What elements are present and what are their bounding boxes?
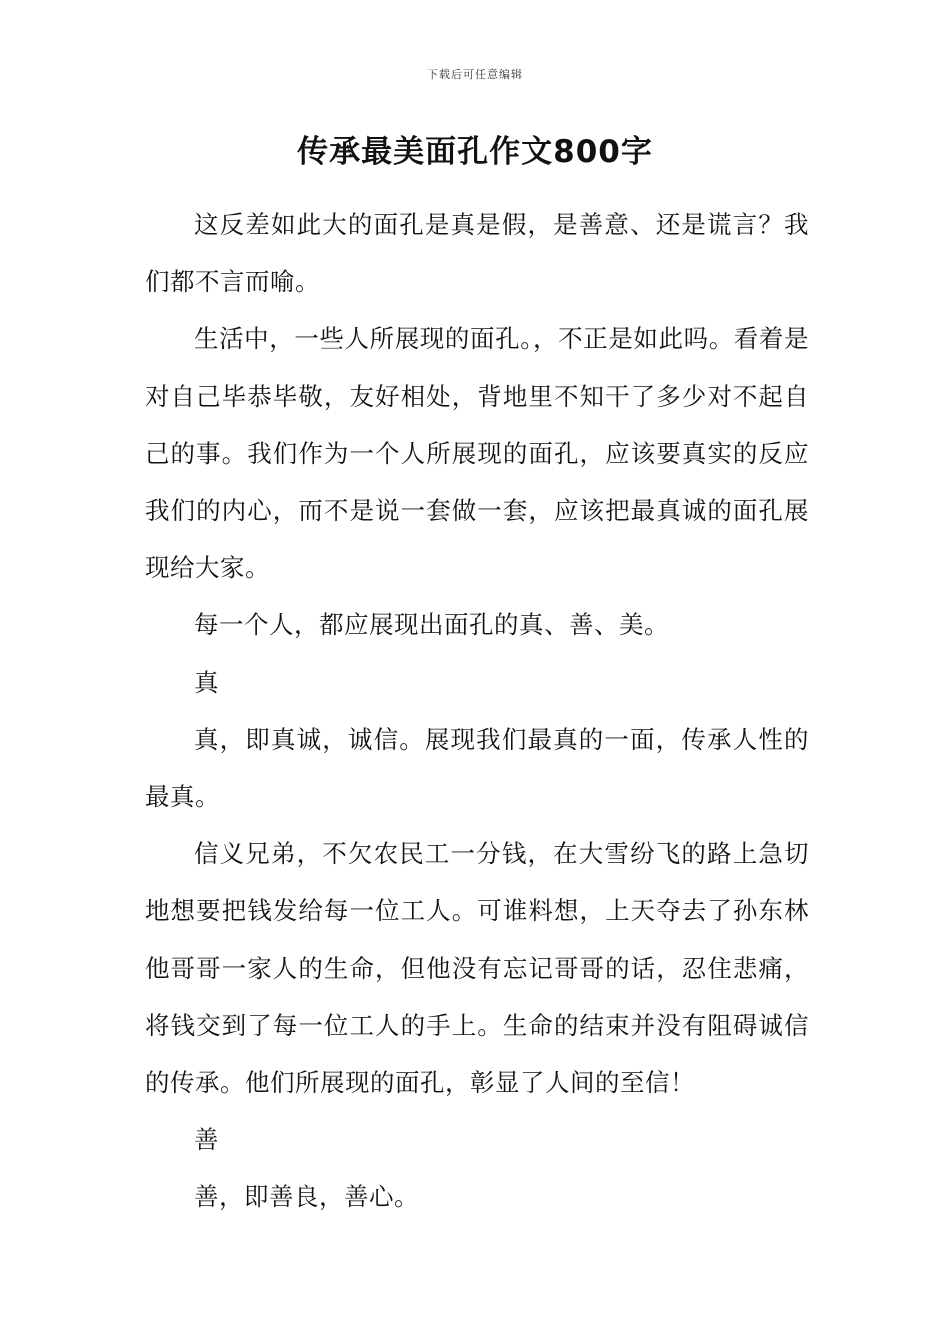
document-title: 传承最美面孔作文800字 — [297, 134, 653, 170]
section-heading-shan: 善 — [194, 1125, 219, 1155]
paragraph: 生活中，一些人所展现的面孔。，不正是如此吗。看着是对自己毕恭毕敬，友好相处，背地里不知干了多少对不起自己的事。我们作为一个人所展现的面孔，应该要真实的反应我们的内心，而不是说一套做一套，应该把最真诚的面孔展现给大家。 — [145, 324, 809, 583]
header-note: 下载后可任意编辑 — [427, 68, 523, 81]
paragraph: 这反差如此大的面孔是真是假，是善意、还是谎言？我们都不言而喻。 — [145, 210, 809, 297]
paragraph: 真，即真诚，诚信。展现我们最真的一面，传承人性的最真。 — [145, 724, 809, 812]
section-heading-zhen: 真 — [194, 667, 219, 697]
paragraph: 每一个人，都应展现出面孔的真、善、美。 — [194, 610, 669, 640]
paragraph: 信义兄弟，不欠农民工一分钱，在大雪纷飞的路上急切地想要把钱发给每一位工人。可谁料想，上天夺去了孙东林他哥哥一家人的生命，但他没有忘记哥哥的话，忍住悲痛，将钱交到了每一位工人的手上。生命的结束并没有阻碍诚信的传承。他们所展现的面孔，彰显了人间的至信！ — [145, 839, 809, 1098]
paragraph: 善，即善良，善心。 — [194, 1182, 419, 1212]
document-body — [145, 196, 809, 1226]
